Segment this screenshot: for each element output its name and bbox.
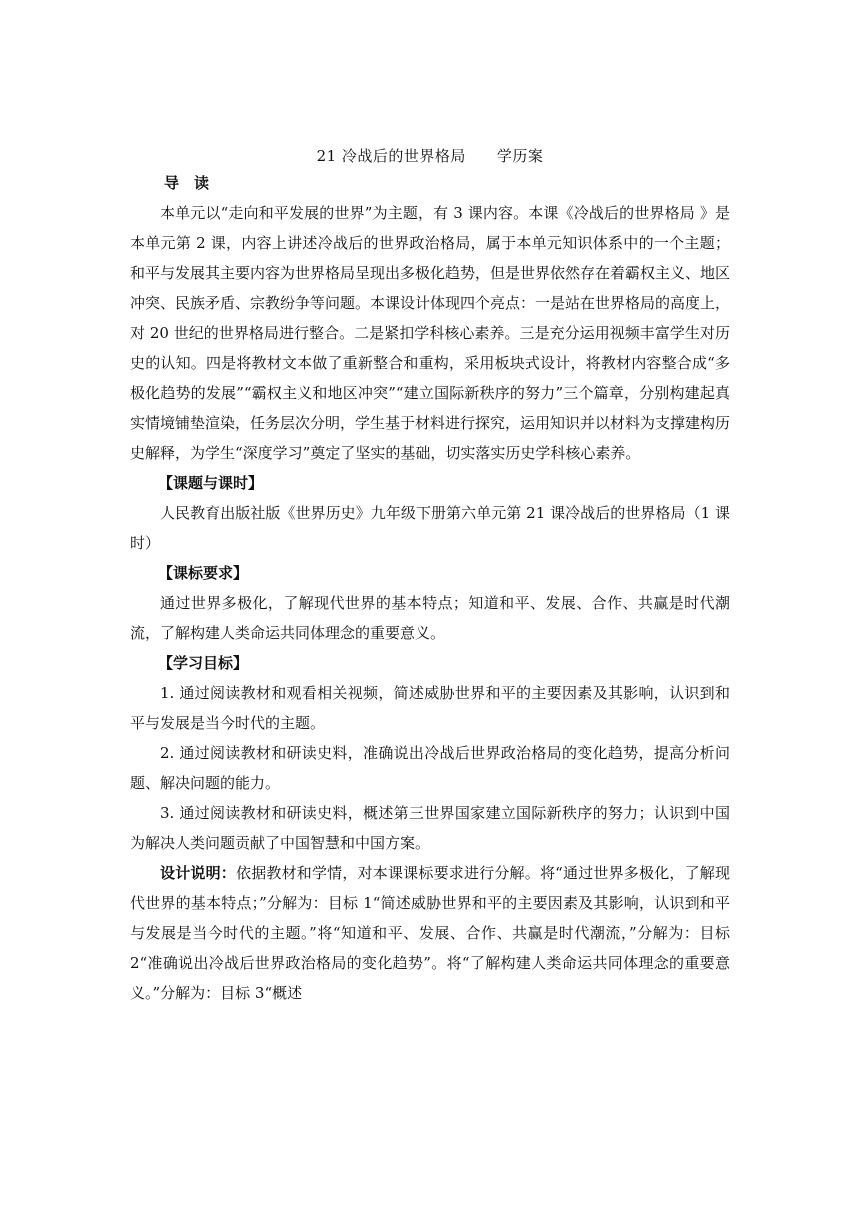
topic-heading: 【课题与课时】 <box>158 474 264 492</box>
standard-paragraph: 通过世界多极化，了解现代世界的基本特点；知道和平、发展、合作、共赢是时代潮流，了解构建人类命运共同体理念的重要意义。 <box>130 594 730 642</box>
guide-heading: 导 读 <box>164 174 210 192</box>
topic-paragraph: 人民教育出版社版《世界历史》九年级下册第六单元第 21 课冷战后的世界格局（1 课时） <box>130 504 730 552</box>
objective-item-2: 2. 通过阅读教材和研读史料，准确说出冷战后世界政治格局的变化趋势，提高分析问题、解决问题的能力。 <box>130 744 730 792</box>
objectives-heading: 【学习目标】 <box>158 654 249 672</box>
page-title: 21 冷战后的世界格局 学历案 <box>316 147 544 165</box>
design-note-lead: 设计说明： <box>160 864 236 882</box>
objective-item-1: 1. 通过阅读教材和观看相关视频，简述威胁世界和平的主要因素及其影响，认识到和平与发展是当今时代的主题。 <box>130 684 730 732</box>
standard-heading: 【课标要求】 <box>158 564 249 582</box>
design-note-text: 依据教材和学情，对本课课标要求进行分解。将“通过世界多极化，了解现代世界的基本特点；”分解为：目标 1“简述威胁世界和平的主要因素及其影响，认识到和平与发展是当今时代的主题。”将“知道和平、发展、合作、共赢是时代潮流，”分解为：目标 2“准确说出冷战后世界政治格局的变化趋势”。将“了解构建人类命运共同体理念的重要意义。”分解为：目标 3“概述 <box>130 864 730 1002</box>
design-note-paragraph <box>130 858 730 1008</box>
objective-item-3: 3. 通过阅读教材和研读史料，概述第三世界国家建立国际新秩序的努力；认识到中国为解决人类问题贡献了中国智慧和中国方案。 <box>130 804 730 852</box>
document-body <box>130 146 730 1008</box>
guide-paragraph: 本单元以“走向和平发展的世界”为主题，有 3 课内容。本课《冷战后的世界格局 》是本单元第 2 课，内容上讲述冷战后的世界政治格局，属于本单元知识体系中的一个主题；和平与发展其主要内容为世界格局呈现出多极化趋势，但是世界依然存在着霸权主义、地区冲突、民族矛盾、宗教纷争等问题。本课设计体现四个亮点：一是站在世界格局的高度上，对 20 世纪的世界格局进行整合。二是紧扣学科核心素养。三是充分运用视频丰富学生对历史的认知。四是将教材文本做了重新整合和重构，采用板块式设计，将教材内容整合成“多极化趋势的发展”“霸权主义和地区冲突”“建立国际新秩序的努力”三个篇章，分别构建起真实情境铺垫渲染，任务层次分明，学生基于材料进行探究，运用知识并以材料为支撑建构历史解释，为学生“深度学习”奠定了坚实的基础，切实落实历史学科核心素养。 <box>130 204 731 462</box>
